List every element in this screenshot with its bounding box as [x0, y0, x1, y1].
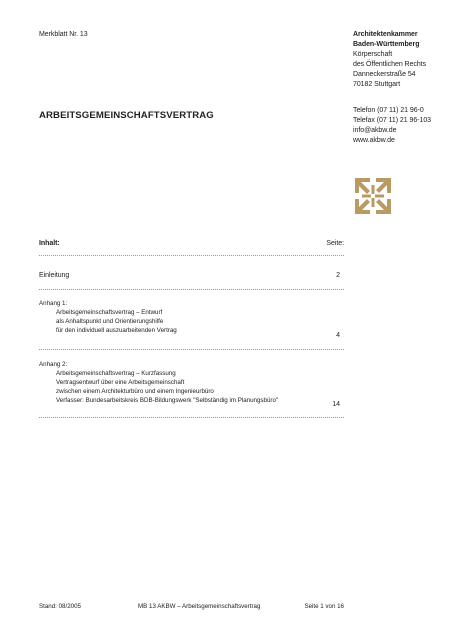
annex1-page: 4: [336, 332, 340, 339]
annex2-line: zwischen einem Architekturbüro und einem Ingenieurbüro: [56, 388, 214, 395]
annex1-label: Anhang 1:: [39, 300, 68, 307]
annex1-block: [39, 299, 177, 335]
divider: [39, 255, 344, 256]
merkblatt-number: Merkblatt Nr. 13: [39, 31, 88, 38]
document-title: ARBEITSGEMEINSCHAFTSVERTRAG: [39, 110, 214, 121]
website-link[interactable]: www.akbw.de: [353, 137, 395, 144]
annex1-line: für den individuell auszuarbeitenden Vertrag: [56, 327, 177, 334]
org-name-line1: Architektenkammer: [353, 31, 418, 38]
annex2-line: Verfasser: Bundesarbeitskreis BDB-Bildungswerk "Selbständig im Planungsbüro": [56, 397, 279, 404]
org-line: 70182 Stuttgart: [353, 81, 401, 88]
annex2-line: Arbeitsgemeinschaftsvertrag – Kurzfassung: [56, 370, 176, 377]
footer-page-number: Seite 1 von 16: [304, 603, 344, 610]
annex2-label: Anhang 2:: [39, 361, 68, 368]
footer-document: MB 13 AKBW – Arbeitsgemeinschaftsvertrag: [138, 603, 261, 610]
org-line: Danneckerstraße 54: [353, 71, 416, 78]
toc-entry-label: Einleitung: [39, 272, 70, 279]
annex2-page: 14: [332, 401, 340, 408]
divider: [39, 349, 344, 350]
divider: [39, 289, 344, 290]
org-line: des Öffentlichen Rechts: [353, 61, 427, 68]
divider: [39, 417, 344, 418]
toc-entry-page: 2: [336, 272, 340, 279]
contents-heading: Inhalt:: [39, 240, 60, 247]
organization-block: [353, 30, 426, 90]
annex2-line: Vertragsentwurf über eine Arbeitsgemeinschaft: [56, 379, 185, 386]
email-link[interactable]: info@akbw.de: [353, 127, 397, 134]
footer-stand: Stand: 08/2005: [39, 603, 81, 610]
org-name-line2: Baden-Württemberg: [353, 41, 420, 48]
fax-text: Telefax (07 11) 21 96-103: [353, 117, 432, 124]
annex1-line: Arbeitsgemeinschaftsvertrag – Entwurf: [56, 309, 163, 316]
annex1-line: als Anhaltspunkt und Orientierungshilfe: [56, 318, 164, 325]
akbw-logo-icon: [353, 176, 393, 216]
annex2-block: [39, 360, 278, 405]
org-line: Körperschaft: [353, 51, 393, 58]
phone-text: Telefon (07 11) 21 96-0: [353, 107, 424, 114]
page-column-heading: Seite:: [326, 240, 344, 247]
contact-block: [353, 106, 431, 146]
